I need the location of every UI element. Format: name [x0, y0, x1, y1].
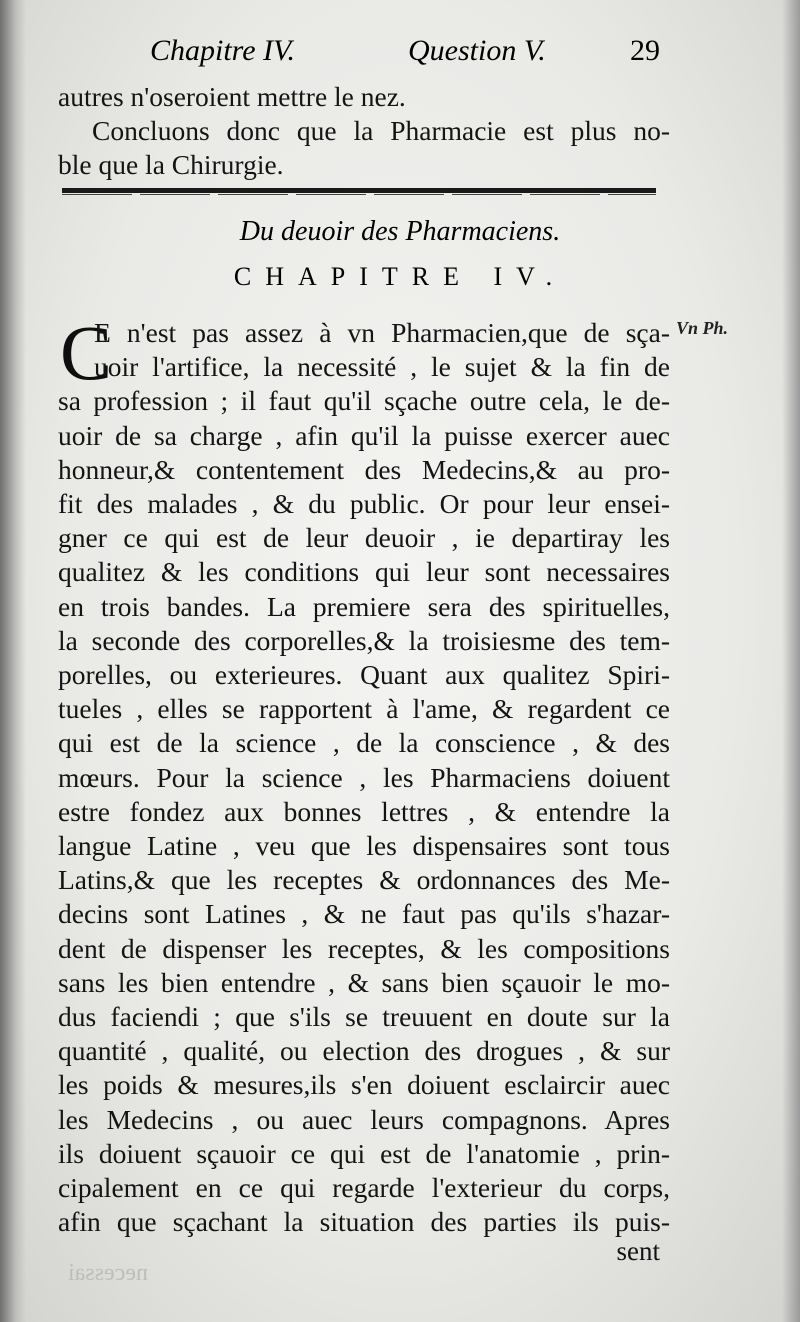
show-through-text: necessai [68, 1260, 148, 1286]
body-line: qui est de la science , de la conscience , & des [58, 727, 670, 759]
section-title: Du deuoir des Pharmaciens. [239, 216, 561, 247]
body-line: qualitez & les conditions qui leur sont necessaires [58, 556, 670, 588]
body-line: ils doiuent sçauoir ce qui est de l'anatomie , prin- [58, 1137, 670, 1169]
section-divider-rule [62, 188, 656, 193]
catchword: sent [616, 1236, 660, 1266]
body-line: gner ce qui est de leur deuoir , ie departiray les [58, 522, 670, 554]
body-line: decins sont Latines , & ne faut pas qu'ils s'hazar- [58, 898, 670, 930]
chapter-heading: CHAPITRE IV. [233, 262, 567, 291]
body-line: les Medecins , ou auec leurs compagnons. Apres [58, 1103, 670, 1135]
body-line: mœurs. Pour la science , les Pharmaciens doiuent [58, 761, 670, 793]
intro-line: ble que la Chirurgie. [58, 149, 284, 180]
page-gutter-shadow [0, 0, 26, 1322]
body-line: cipalement en ce qui regarde l'exterieur du corps, [58, 1172, 670, 1203]
body-line: honneur,& contentement des Medecins,& au pro- [58, 453, 670, 485]
body-line: porelles, ou exterieures. Quant aux qualitez Spiri- [58, 659, 670, 690]
margin-note: Vn Ph. [676, 318, 729, 338]
body-line: afin que sçachant la situation des parties ils puis- [58, 1206, 670, 1238]
body-line: uoir de sa charge , afin qu'il la puisse exercer auec [58, 419, 670, 451]
body-line: tueles , elles se rapportent à l'ame, & regardent ce [58, 693, 670, 725]
body-line: sa profession ; il faut qu'il sçache outre cela, le de- [58, 385, 670, 417]
body-line: en trois bandes. La premiere sera des spirituelles, [58, 590, 670, 622]
body-line: uoir l'artifice, la necessité , le sujet & la fin de [94, 351, 670, 383]
body-line: les poids & mesures,ils s'en doiuent esclaircir auec [58, 1069, 670, 1101]
body-line: Latins,& que les receptes & ordonnances des Me- [58, 864, 670, 896]
running-head-chapter: Chapitre IV. [150, 34, 296, 67]
body-line: langue Latine , veu que les dispensaires sont tous [58, 830, 670, 861]
page-edge-shadow [782, 0, 800, 1322]
running-head-question: Question V. [408, 34, 546, 67]
intro-line: Concluons donc que la Pharmacie est plus no- [92, 115, 670, 146]
page-number: 29 [630, 34, 660, 67]
running-head [150, 34, 660, 74]
intro-line: autres n'oseroient mettre le nez. [58, 81, 406, 112]
drop-cap: C [60, 309, 113, 396]
body-line: la seconde des corporelles,& la troisiesme des tem- [58, 624, 670, 656]
body-line: quantité , qualité, ou election des drogues , & sur [58, 1035, 670, 1067]
body-line: E n'est pas assez à vn Pharmacien,que de sça- [94, 317, 670, 348]
body-line: fit des malades , & du public. Or pour leur ensei- [58, 488, 670, 519]
body-line: dent de dispenser les receptes, & les compositions [58, 932, 670, 964]
body-line: sans les bien entendre , & sans bien sçauoir le mo- [58, 966, 670, 998]
body-line: estre fondez aux bonnes lettres , & entendre la [58, 795, 670, 827]
body-line: dus faciendi ; que s'ils se treuuent en doute sur la [58, 1001, 670, 1032]
